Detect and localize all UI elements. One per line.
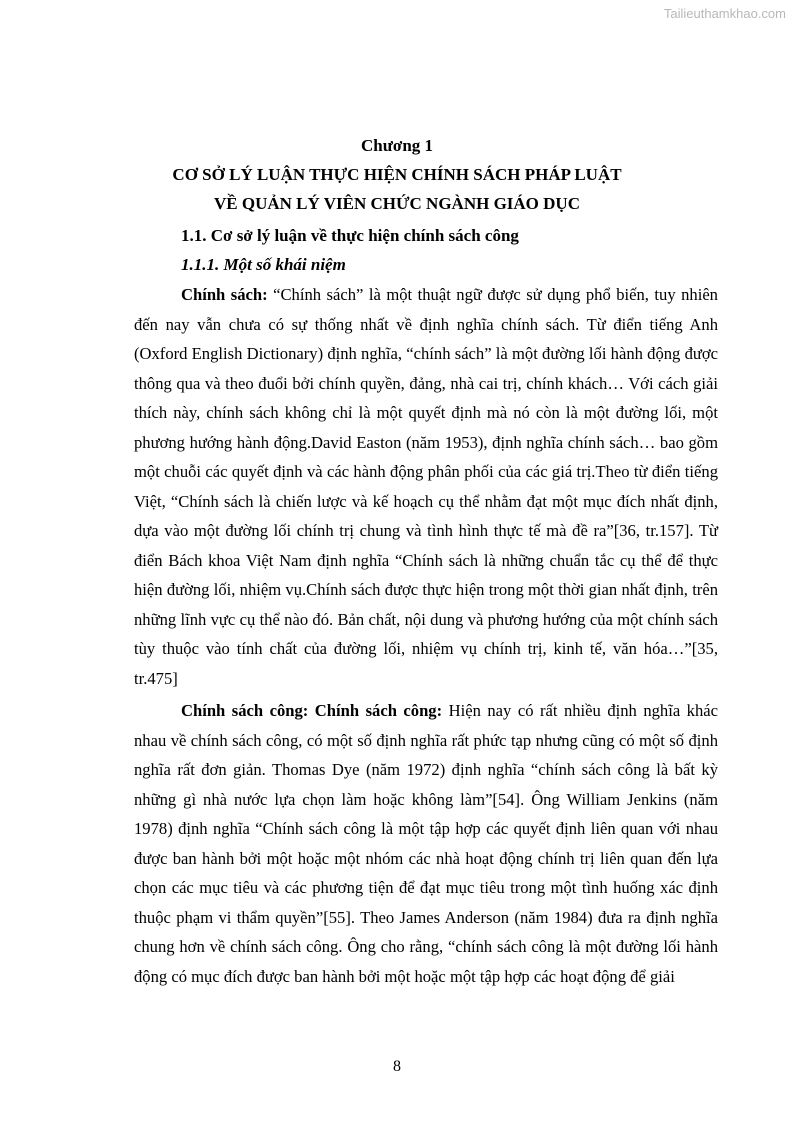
paragraph-policy-text: “Chính sách” là một thuật ngữ được sử dụng phổ biến, tuy nhiên đến nay vẫn chưa có sự thống nhất về định nghĩa chính sách. Từ điển tiếng Anh (Oxford English Dictionary) định nghĩa, “chính sách” là một đường lối hành động được thông qua và theo đuổi bởi chính quyền, đảng, nhà cai trị, chính khách… Với cách giải thích này, chính sách không chỉ là một quyết định mà nó còn là một đường lối, một phương hướng hành động.David Easton (năm 1953), định nghĩa chính sách… bao gồm một chuỗi các quyết định và các hành động phân phối của các giá trị.Theo từ điển tiếng Việt, “Chính sách là chiến lược và kế hoạch cụ thể nhằm đạt một mục đích nhất định, dựa vào một đường lối chính trị chung và tình hình thực tế mà đề ra”[36, tr.157]. Từ điển Bách khoa Việt Nam định nghĩa “Chính sách là những chuẩn tắc cụ thể để thực hiện đường lối, nhiệm vụ.Chính sách được thực hiện trong một thời gian nhất định, trên những lĩnh vực cụ thể nào đó. Bản chất, nội dung và phương hướng của một chính sách tùy thuộc vào tính chất của đường lối, nhiệm vụ chính trị, kinh tế, văn hóa…”[35, tr.475] [134,285,718,688]
term-policy: Chính sách: [181,285,268,304]
section-heading-1-1: 1.1. Cơ sở lý luận về thực hiện chính sách công [181,226,519,245]
chapter-title-line1: CƠ SỞ LÝ LUẬN THỰC HIỆN CHÍNH SÁCH PHÁP LUẬT [172,165,622,184]
paragraph-public-policy-definition [134,696,718,991]
watermark: Tailieuthamkhao.com [663,6,786,21]
chapter-title-line2: VỀ QUẢN LÝ VIÊN CHỨC NGÀNH GIÁO DỤC [214,194,580,213]
page-number: 8 [393,1058,401,1075]
chapter-number: Chương 1 [360,136,434,155]
section-heading-1-1-1: 1.1.1. Một số khái niệm [181,255,346,274]
paragraph-public-policy-text: Hiện nay có rất nhiều định nghĩa khác nhau về chính sách công, có một số định nghĩa rất phức tạp nhưng cũng có một số định nghĩa rất đơn giản. Thomas Dye (năm 1972) định nghĩa “chính sách công là bất kỳ những gì nhà nước lựa chọn làm hoặc không làm”[54]. Ông William Jenkins (năm 1978) định nghĩa “Chính sách công là một tập hợp các quyết định liên quan với nhau được ban hành bởi một hoặc một nhóm các nhà hoạt động chính trị liên quan đến lựa chọn các mục tiêu và các phương tiện để đạt mục tiêu trong một tình huống xác định thuộc phạm vi thẩm quyền”[55]. Theo James Anderson (năm 1984) đưa ra định nghĩa chung hơn về chính sách công. Ông cho rằng, “chính sách công là một đường lối hành động có mục đích được ban hành bởi một hoặc một tập hợp các hoạt động để giải [134,701,718,986]
paragraph-policy-definition [134,280,718,693]
term-public-policy: Chính sách công: Chính sách công: [181,701,443,720]
